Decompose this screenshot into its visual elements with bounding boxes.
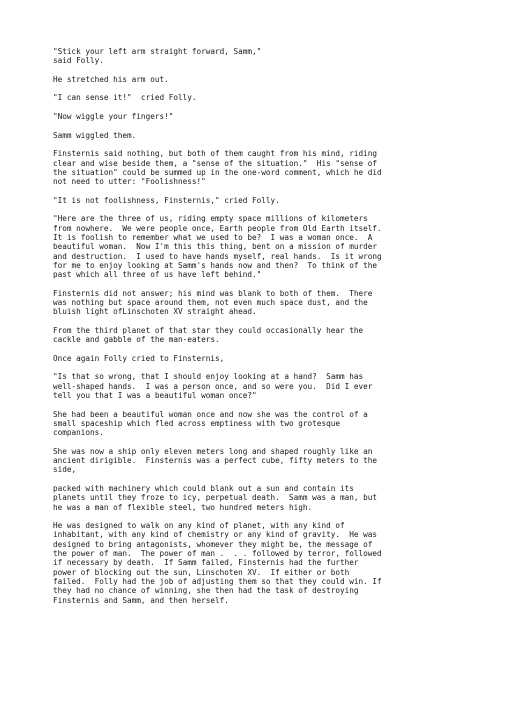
paragraph-12: "Is that so wrong, that I should enjoy looking at a hand? Samm has well-shaped hands. I was a person once, and so were you. Did I ever tell you that I was a beautiful woman once?" <box>53 372 373 400</box>
paragraph-3: "I can sense it!" cried Folly. <box>53 93 197 103</box>
paragraph-2: He stretched his arm out. <box>53 74 169 84</box>
paragraph-10: From the third planet of that star they could occasionally hear the cackle and gabble of the man-eaters. <box>53 325 364 345</box>
paragraph-15: packed with machinery which could blank out a sun and contain its planets until they froze to icy, perpetual death. Samm was a man, but he was a man of flexible steel, two hundred meters high. <box>53 483 377 512</box>
paragraph-4: "Now wiggle your fingers!" <box>53 112 174 122</box>
paragraph-9: Finsternis did not answer; his mind was blank to both of them. There was nothing but space around them, not even much space dust, and the bluish light ofLinschoten XV straight ahead. <box>53 288 373 317</box>
paragraph-13: She had been a beautiful woman once and now she was the control of a small spaceship which fled across emptiness with two grotesque companions. <box>53 409 368 438</box>
paragraph-16: He was designed to walk on any kind of planet, with any kind of inhabitant, with any kind of chemistry or any kind of gravity. He was designed to bring antagonists, whomever they might be, the message of the power of man. The power of man . . . followed by terror, followed if necessary by death. If Samm failed, Finsternis had the further power of blocking out the sun, Linschoten XV. If either or both failed. Folly had the job of adjusting them so that they could win. If they had no chance of winning, she then had the task of destroying Finsternis and Samm, and then herself. <box>53 521 382 605</box>
paragraph-7: "It is not foolishness, Finsternis," cried Folly. <box>53 195 280 205</box>
paragraph-14: She was now a ship only eleven meters long and shaped roughly like an ancient dirigible. Finsternis was a perfect cube, fifty meters to the side, <box>53 446 377 475</box>
paragraph-1: "Stick your left arm straight forward, Samm," said Folly. <box>53 47 262 66</box>
paragraph-6: Finsternis said nothing, but both of them caught from his mind, riding clear and wise beside them, a "sense of the situation." His "sense of the situation" could be summed up in the one-word comment, which he did not need to utter: "Foolishness!" <box>53 149 382 187</box>
document-page <box>53 47 493 614</box>
paragraph-11: Once again Folly cried to Finsternis, <box>53 353 225 363</box>
paragraph-8: "Here are the three of us, riding empty space millions of kilometers from nowhere. We were people once, Earth people from Old Earth itself. It is foolish to remember what we used to be? I was a woman once. A beautiful woman. Now I'm this this thing, bent on a mission of murder and destruction. I used to have hands myself, real hands. Is it wrong for me to enjoy looking at Samm's hands now and then? To think of the past which all three of us have left behind." <box>53 214 382 280</box>
paragraph-5: Samm wiggled them. <box>53 130 137 140</box>
